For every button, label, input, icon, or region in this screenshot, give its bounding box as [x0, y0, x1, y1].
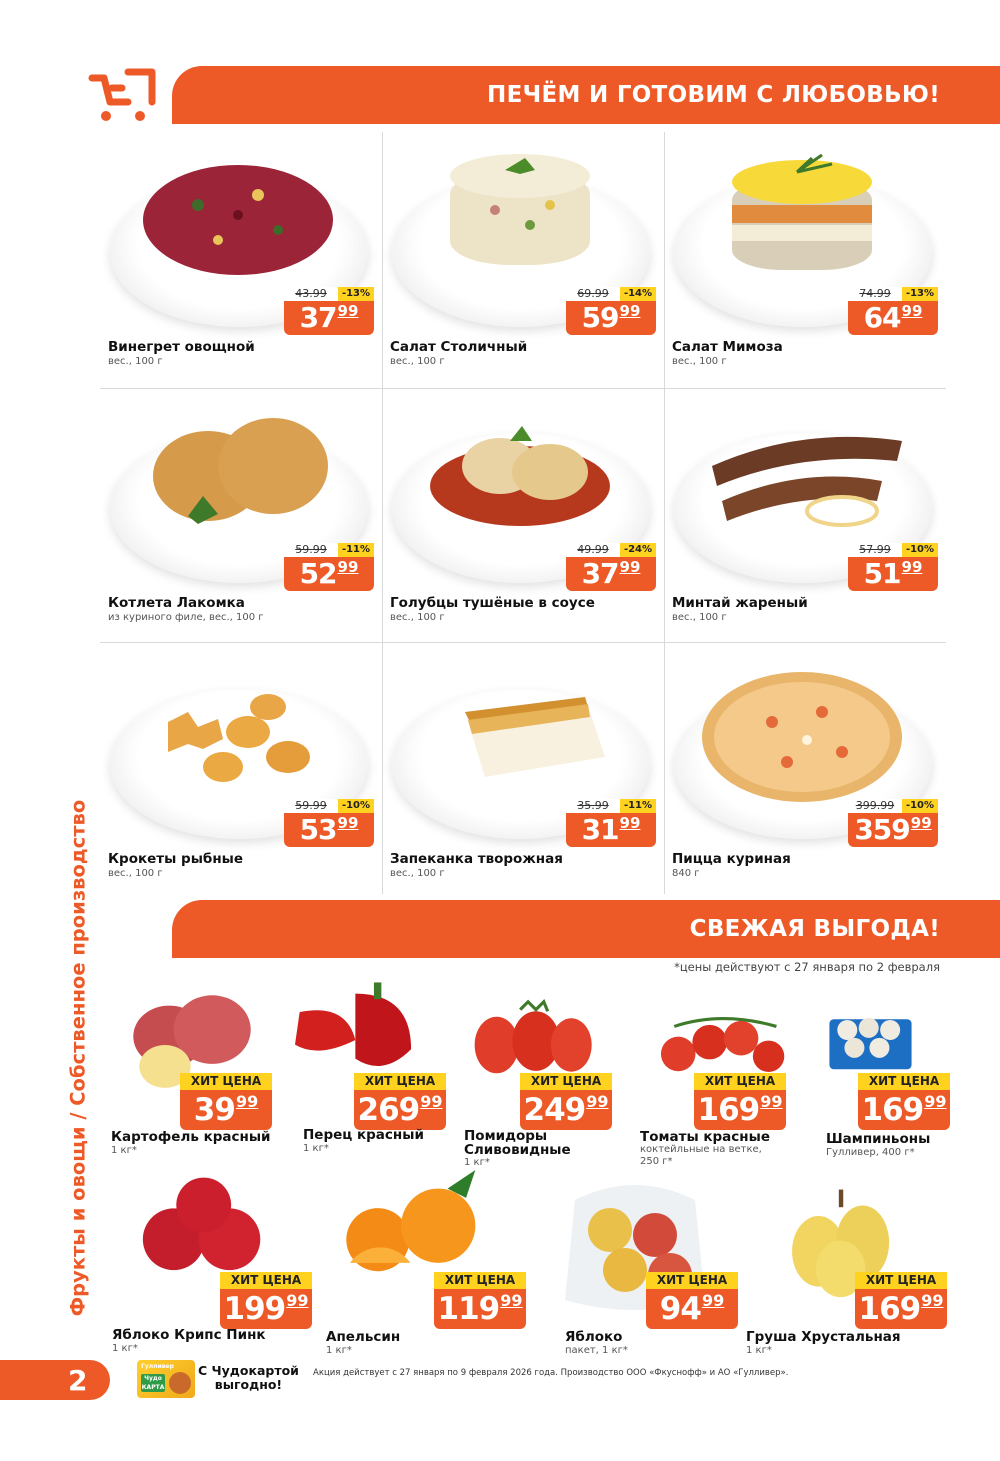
product-name: Пицца куриная	[672, 851, 791, 867]
old-price: 57.99	[848, 543, 902, 557]
product-name: Апельсин	[326, 1329, 401, 1345]
hit-price-label: ХИТ ЦЕНА	[180, 1073, 272, 1090]
product-card	[664, 644, 946, 898]
product-weight: вес., 100 г	[108, 868, 163, 879]
discount-badge: -13%	[902, 287, 938, 301]
product-weight: 1 кг*	[326, 1345, 352, 1356]
cutlet-icon	[128, 406, 348, 546]
hit-price-tag	[694, 1073, 786, 1133]
discount-badge: -11%	[620, 799, 656, 813]
product-card	[664, 132, 946, 386]
price-kopecks: 99	[924, 1092, 947, 1111]
product-name: Яблоко	[565, 1329, 623, 1345]
old-price: 43.99	[284, 287, 338, 301]
product-name: Груша Хрустальная	[746, 1329, 901, 1345]
product-weight: Гулливер, 400 г*	[826, 1147, 915, 1158]
side-category-label: Фрукты и овощи / Собственное производство	[66, 799, 90, 1317]
price-rubles: 169	[697, 1092, 760, 1128]
product-weight: 1 кг*	[464, 1157, 490, 1168]
discount-badge: -10%	[902, 799, 938, 813]
price-rubles: 37	[299, 301, 337, 334]
price-kopecks: 99	[901, 302, 923, 320]
product-name: Минтай жареный	[672, 595, 808, 611]
product-weight: 1 кг*	[111, 1145, 137, 1156]
loyalty-card-icon: Гулливер Чудо КАРТА	[137, 1360, 195, 1398]
product-name: Салат Мимоза	[672, 339, 783, 355]
product-weight: вес., 100 г	[108, 356, 163, 367]
hit-price-label: ХИТ ЦЕНА	[646, 1272, 738, 1289]
product-name: Шампиньоны	[826, 1131, 931, 1147]
price-tag	[848, 543, 938, 591]
legal-footer: Акция действует с 27 января по 9 февраля 2026 года. Производство ООО «Фкуснофф» и АО «Гулливер».	[313, 1368, 789, 1378]
product-card	[382, 388, 664, 642]
discount-badge: -14%	[620, 287, 656, 301]
discount-badge: -10%	[338, 799, 374, 813]
hit-price-tag	[858, 1073, 950, 1133]
product-weight: 840 г	[672, 868, 700, 879]
hit-price-label: ХИТ ЦЕНА	[694, 1073, 786, 1090]
price-rubles: 249	[523, 1092, 586, 1128]
price-tag	[566, 543, 656, 591]
fried-pollock-icon	[692, 406, 912, 546]
bakery-grid	[100, 132, 946, 894]
product-weight: из куриного филе, вес., 100 г	[108, 612, 264, 623]
price-kopecks: 99	[337, 814, 359, 832]
price-kopecks: 99	[901, 558, 923, 576]
price-kopecks: 99	[286, 1291, 309, 1310]
price-kopecks: 99	[235, 1092, 259, 1111]
price-kopecks: 99	[921, 1291, 944, 1310]
product-name: Картофель красный	[111, 1129, 271, 1145]
price-kopecks: 99	[619, 558, 641, 576]
price-rubles: 199	[223, 1291, 286, 1327]
price-rubles: 269	[357, 1092, 420, 1128]
price-rubles: 169	[861, 1092, 924, 1128]
old-price: 35.99	[566, 799, 620, 813]
discount-badge: -10%	[902, 543, 938, 557]
price-rubles: 53	[299, 813, 337, 846]
section-banner-fresh: СВЕЖАЯ ВЫГОДА!	[172, 900, 1000, 958]
price-rubles: 51	[863, 557, 901, 590]
price-rubles: 169	[858, 1291, 921, 1327]
hit-price-label: ХИТ ЦЕНА	[434, 1272, 526, 1289]
price-tag	[566, 287, 656, 335]
product-weight: вес., 100 г	[672, 612, 727, 623]
product-name: Крокеты рыбные	[108, 851, 244, 867]
old-price: 59.99	[284, 543, 338, 557]
mimosa-salad-icon	[692, 150, 912, 290]
price-kopecks: 99	[586, 1092, 609, 1111]
page-number: 2	[0, 1360, 110, 1400]
hit-price-tag	[646, 1272, 738, 1332]
hit-price-tag	[520, 1073, 612, 1133]
price-tag	[848, 287, 938, 335]
product-name: Салат Столичный	[390, 339, 528, 355]
price-rubles: 59	[581, 301, 619, 334]
price-kopecks: 99	[500, 1291, 523, 1310]
discount-badge: -13%	[338, 287, 374, 301]
price-rubles: 64	[863, 301, 901, 334]
price-rubles: 119	[437, 1291, 500, 1327]
hit-price-tag	[180, 1073, 272, 1133]
hit-price-tag	[220, 1272, 312, 1332]
product-weight: вес., 100 г	[672, 356, 727, 367]
loyalty-card-slogan: С Чудокартой выгодно!	[198, 1363, 299, 1392]
price-kopecks: 99	[760, 1092, 783, 1111]
cottage-casserole-icon	[410, 662, 630, 802]
hit-price-label: ХИТ ЦЕНА	[520, 1073, 612, 1090]
price-kopecks: 99	[619, 814, 641, 832]
hit-price-label: ХИТ ЦЕНА	[220, 1272, 312, 1289]
hit-price-label: ХИТ ЦЕНА	[858, 1073, 950, 1090]
product-weight: 1 кг*	[303, 1143, 329, 1154]
price-tag	[566, 799, 656, 847]
old-price: 59.99	[284, 799, 338, 813]
product-weight: коктейльные на ветке, 250 г*	[640, 1144, 762, 1167]
product-name: Перец красный	[303, 1127, 424, 1143]
product-name: Яблоко Крипс Пинк	[112, 1327, 266, 1343]
product-name: Винегрет овощной	[108, 339, 255, 355]
price-tag	[284, 287, 374, 335]
price-kopecks: 99	[337, 302, 359, 320]
old-price: 69.99	[566, 287, 620, 301]
hit-price-label: ХИТ ЦЕНА	[855, 1272, 947, 1289]
stolichny-salad-icon	[410, 150, 630, 290]
hit-price-label: ХИТ ЦЕНА	[354, 1073, 446, 1090]
price-validity-note: *цены действуют с 27 января по 2 февраля	[674, 960, 940, 974]
price-tag	[284, 799, 374, 847]
divider	[100, 642, 946, 643]
product-weight: вес., 100 г	[390, 356, 445, 367]
price-tag	[284, 543, 374, 591]
price-kopecks: 99	[420, 1092, 443, 1111]
section-banner-bakery: ПЕЧЁМ И ГОТОВИМ С ЛЮБОВЬЮ!	[172, 66, 1000, 124]
hit-price-tag	[354, 1073, 446, 1133]
price-kopecks: 99	[910, 814, 932, 832]
product-weight: 1 кг*	[746, 1345, 772, 1356]
price-rubles: 94	[659, 1291, 701, 1327]
product-weight: вес., 100 г	[390, 612, 445, 623]
price-rubles: 39	[193, 1092, 235, 1128]
price-kopecks: 99	[619, 302, 641, 320]
product-name: Помидоры Сливовидные	[464, 1128, 571, 1158]
price-rubles: 52	[299, 557, 337, 590]
price-rubles: 31	[581, 813, 619, 846]
product-card	[100, 644, 382, 898]
price-rubles: 359	[854, 813, 910, 846]
product-card	[664, 388, 946, 642]
price-tag	[848, 799, 938, 847]
product-weight: пакет, 1 кг*	[565, 1345, 628, 1356]
old-price: 74.99	[848, 287, 902, 301]
product-card	[382, 644, 664, 898]
product-card	[382, 132, 664, 386]
product-name: Голубцы тушёные в соусе	[390, 595, 595, 611]
product-weight: вес., 100 г	[390, 868, 445, 879]
price-rubles: 37	[581, 557, 619, 590]
chicken-pizza-icon	[692, 662, 912, 802]
price-kopecks: 99	[337, 558, 359, 576]
fish-croquettes-icon	[128, 662, 348, 802]
product-name: Томаты красные	[640, 1129, 770, 1145]
store-logo-icon	[88, 68, 158, 124]
cabbage-rolls-icon	[410, 406, 630, 546]
product-name: Запеканка творожная	[390, 851, 563, 867]
price-kopecks: 99	[701, 1291, 725, 1310]
product-card	[100, 132, 382, 386]
vinaigrette-icon	[128, 150, 348, 290]
discount-badge: -24%	[620, 543, 656, 557]
product-name: Котлета Лакомка	[108, 595, 245, 611]
product-weight: 1 кг*	[112, 1343, 138, 1354]
old-price: 49.99	[566, 543, 620, 557]
discount-badge: -11%	[338, 543, 374, 557]
old-price: 399.99	[848, 799, 902, 813]
hit-price-tag	[434, 1272, 526, 1332]
hit-price-tag	[855, 1272, 947, 1332]
product-card	[100, 388, 382, 642]
